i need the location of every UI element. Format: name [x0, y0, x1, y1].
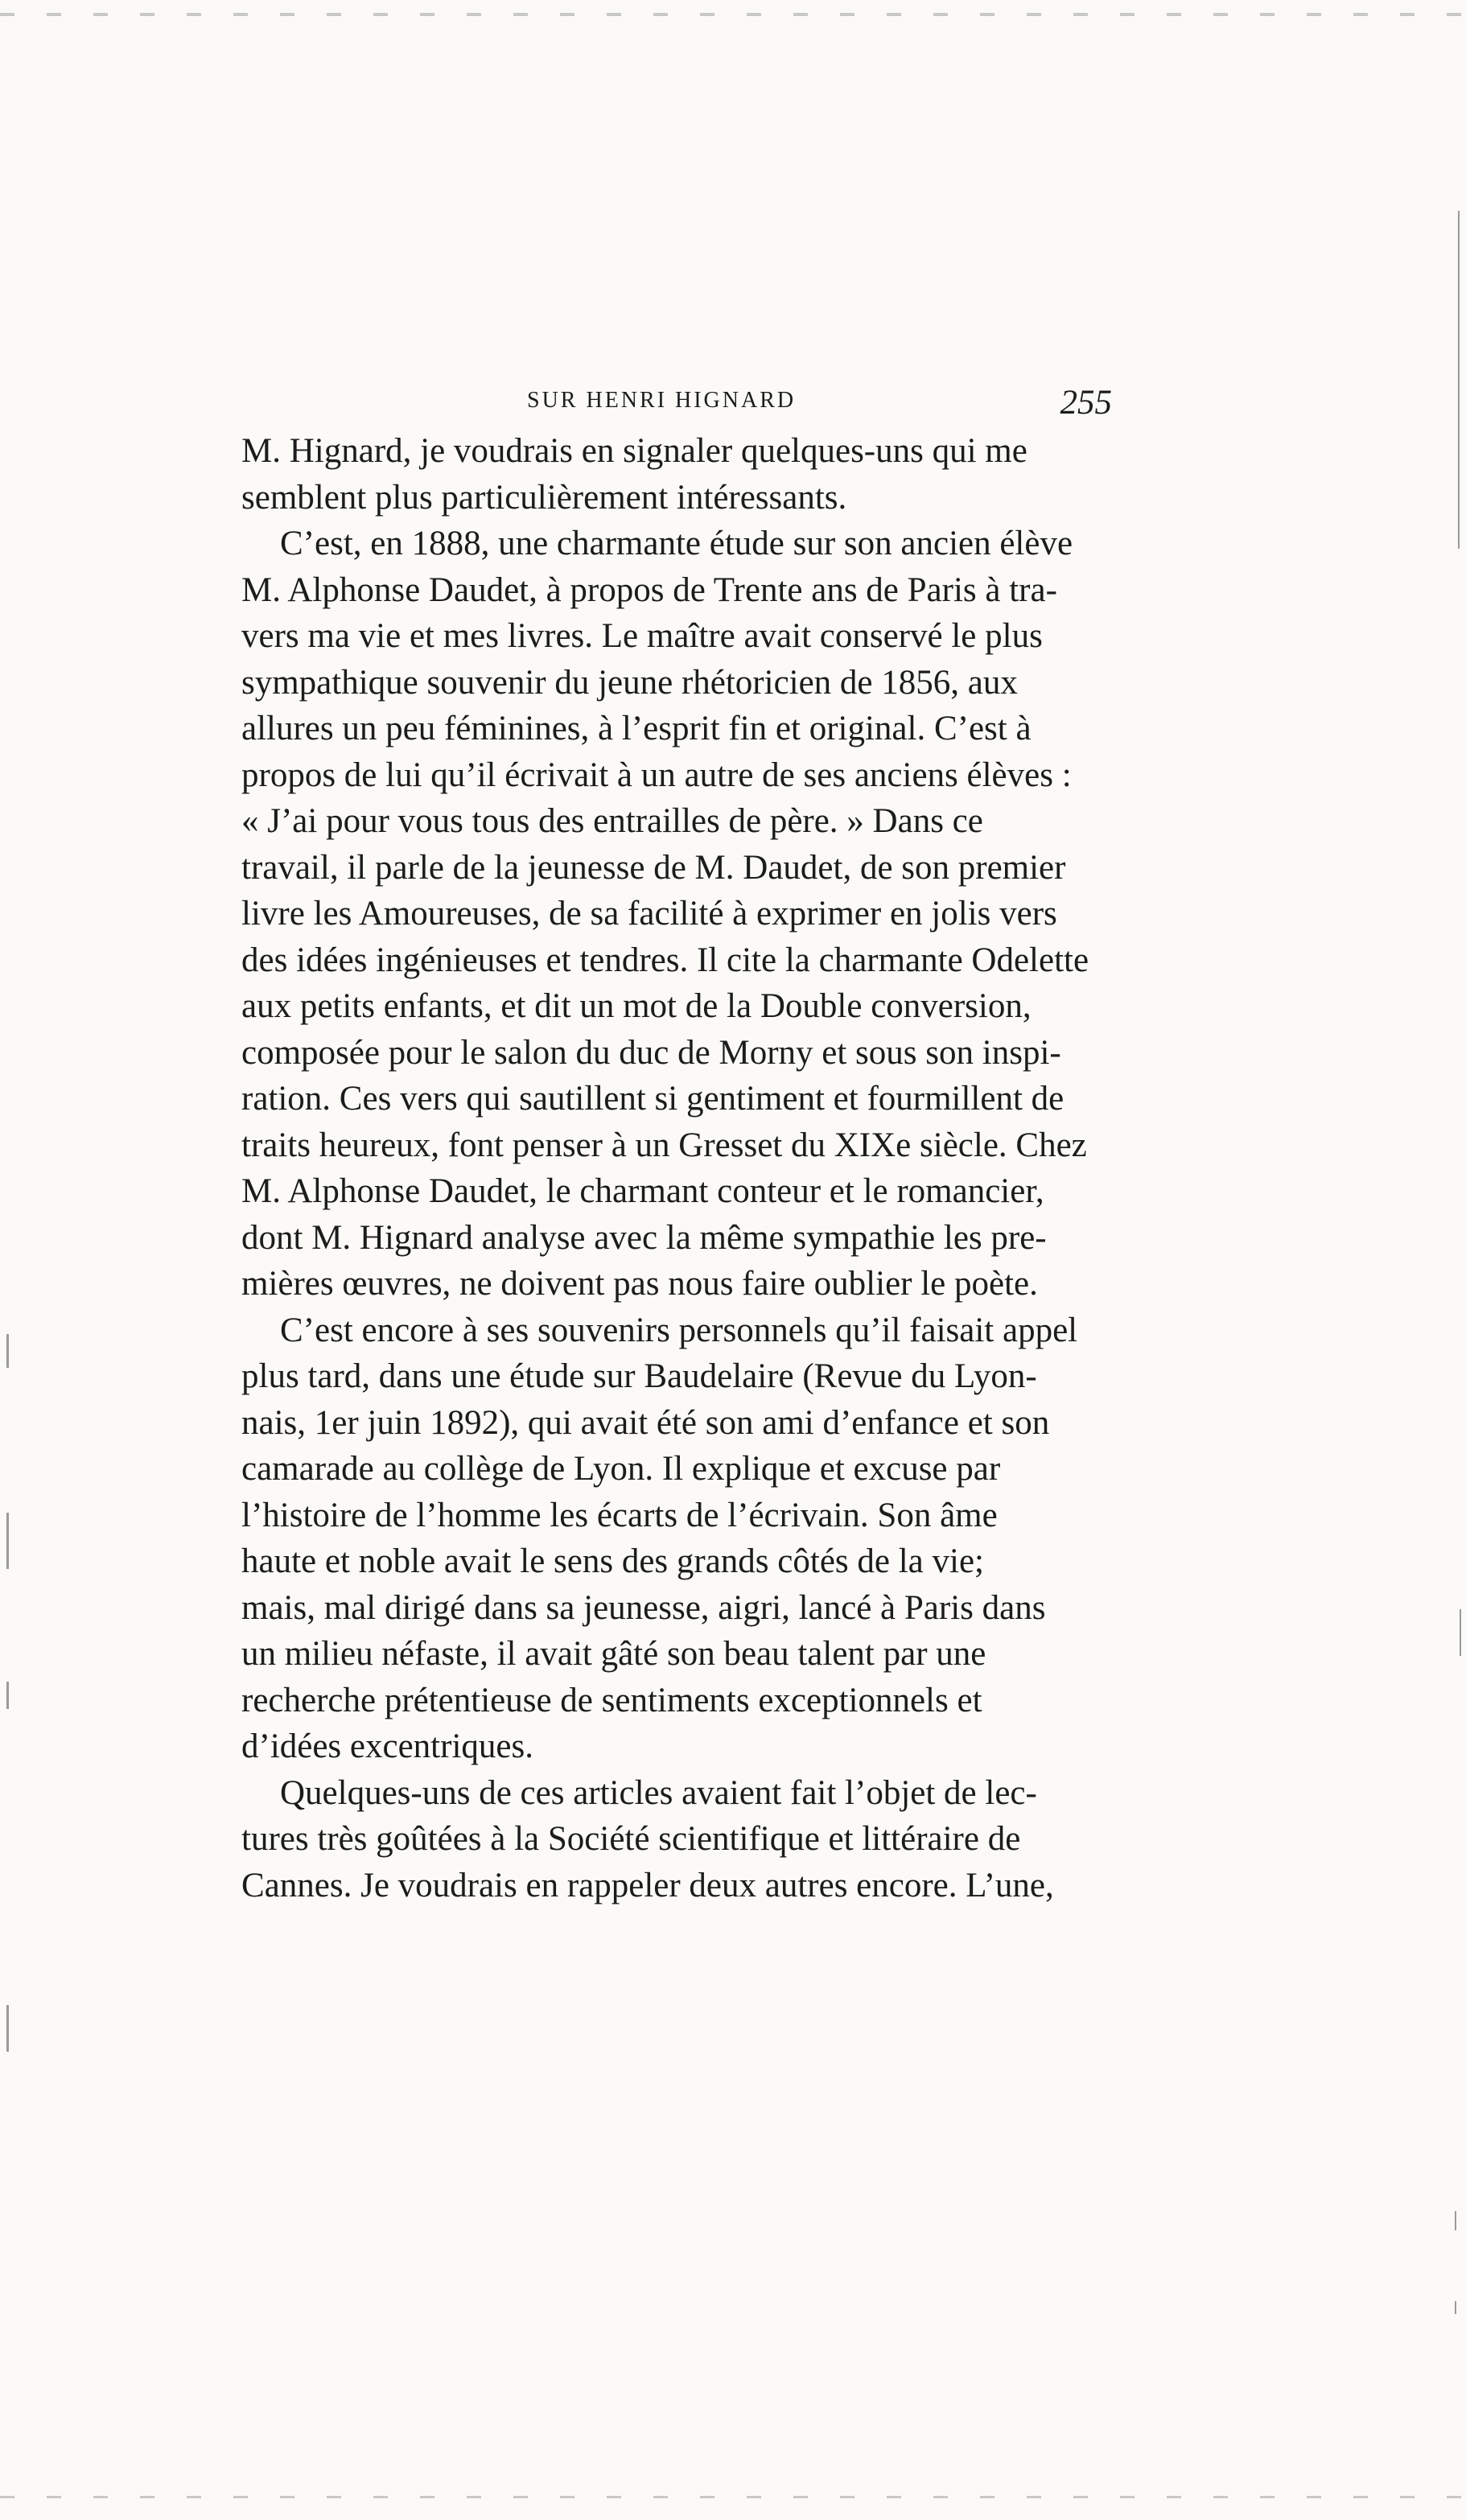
text-line: M. Alphonse Daudet, à propos de Trente ans de Paris à tra-: [241, 570, 1057, 609]
text-line: ration. Ces vers qui sautillent si gentiment et fourmillent de: [241, 1080, 1064, 1118]
text-line: M. Hignard, je voudrais en signaler quelques-uns qui me: [241, 432, 1027, 470]
text-line: allures un peu féminines, à l’esprit fin et original. C’est à: [241, 710, 1032, 747]
text-line: C’est encore à ses souvenirs personnels qu’il faisait appel: [280, 1311, 1078, 1349]
text-line: dont M. Hignard analyse avec la même sympathie les pre-: [241, 1218, 1047, 1257]
text-line: travail, il parle de la jeunesse de M. Daudet, de son premier: [241, 848, 1066, 887]
paragraph: [241, 428, 1112, 521]
page-number: 255: [1060, 384, 1112, 422]
text-line: nais, 1er juin 1892), qui avait été son ami d’enfance et son: [241, 1403, 1050, 1442]
body-text: [241, 428, 1112, 1957]
text-line: Quelques-uns de ces articles avaient fait l’objet de lec-: [280, 1773, 1037, 1812]
margin-mark-left-2: [6, 1513, 9, 1569]
paragraph: [241, 521, 1112, 1307]
text-line: sympathique souvenir du jeune rhétoricien de 1856, aux: [241, 663, 1018, 702]
text-line: « J’ai pour vous tous des entrailles de père. » Dans ce: [241, 802, 983, 840]
margin-mark-left-3: [6, 1682, 9, 1709]
text-line: vers ma vie et mes livres. Le maître avait conservé le plus: [241, 617, 1043, 655]
text-line: d’idées excentriques.: [241, 1727, 533, 1765]
text-line: composée pour le salon du duc de Morny et sous son inspi-: [241, 1033, 1061, 1072]
margin-mark-left-4: [6, 2005, 9, 2052]
running-title: SUR HENRI HIGNARD: [527, 388, 797, 413]
scan-edge-bottom: [0, 2496, 1466, 2498]
text-line: plus tard, dans une étude sur Baudelaire (Revue du Lyon-: [241, 1357, 1037, 1395]
scan-edge-top: [0, 13, 1466, 16]
text-line: traits heureux, font penser à un Gresset du XIXe siècle. Chez: [241, 1126, 1087, 1164]
text-line: haute et noble avait le sens des grands côtés de la vie;: [241, 1542, 984, 1580]
text-line: l’histoire de l’homme les écarts de l’écrivain. Son âme: [241, 1496, 998, 1534]
running-head: [241, 383, 1112, 433]
text-line: Cannes. Je voudrais en rappeler deux autres encore. L’une,: [241, 1866, 1054, 1904]
text-line: des idées ingénieuses et tendres. Il cite la charmante Odelette: [241, 941, 1089, 979]
margin-mark-right-2: [1460, 1609, 1461, 1656]
text-line: tures très goûtées à la Société scientifique et littéraire de: [241, 1820, 1021, 1858]
text-line: M. Alphonse Daudet, le charmant conteur et le romancier,: [241, 1172, 1044, 1210]
text-line: propos de lui qu’il écrivait à un autre de ses anciens élèves :: [241, 756, 1072, 794]
text-line: mais, mal dirigé dans sa jeunesse, aigri, lancé à Paris dans: [241, 1588, 1046, 1627]
text-line: C’est, en 1888, une charmante étude sur son ancien élève: [280, 525, 1073, 562]
text-line: semblent plus particulièrement intéressants.: [241, 478, 847, 517]
text-line: aux petits enfants, et dit un mot de la Double conversion,: [241, 987, 1032, 1025]
margin-mark-left-1: [6, 1334, 9, 1368]
margin-mark-right-4: [1455, 2301, 1456, 2314]
margin-mark-right-3: [1455, 2211, 1456, 2230]
text-line: livre les Amoureuses, de sa facilité à exprimer en jolis vers: [241, 895, 1057, 933]
margin-mark-right-1: [1458, 211, 1460, 549]
text-line: mières œuvres, ne doivent pas nous faire oublier le poète.: [241, 1265, 1038, 1303]
paragraph: [241, 1307, 1112, 1770]
text-line: camarade au collège de Lyon. Il explique et excuse par: [241, 1450, 1001, 1488]
text-line: recherche prétentieuse de sentiments exceptionnels et: [241, 1681, 982, 1719]
text-line: un milieu néfaste, il avait gâté son beau talent par une: [241, 1635, 986, 1673]
paragraph: [241, 1770, 1112, 1909]
